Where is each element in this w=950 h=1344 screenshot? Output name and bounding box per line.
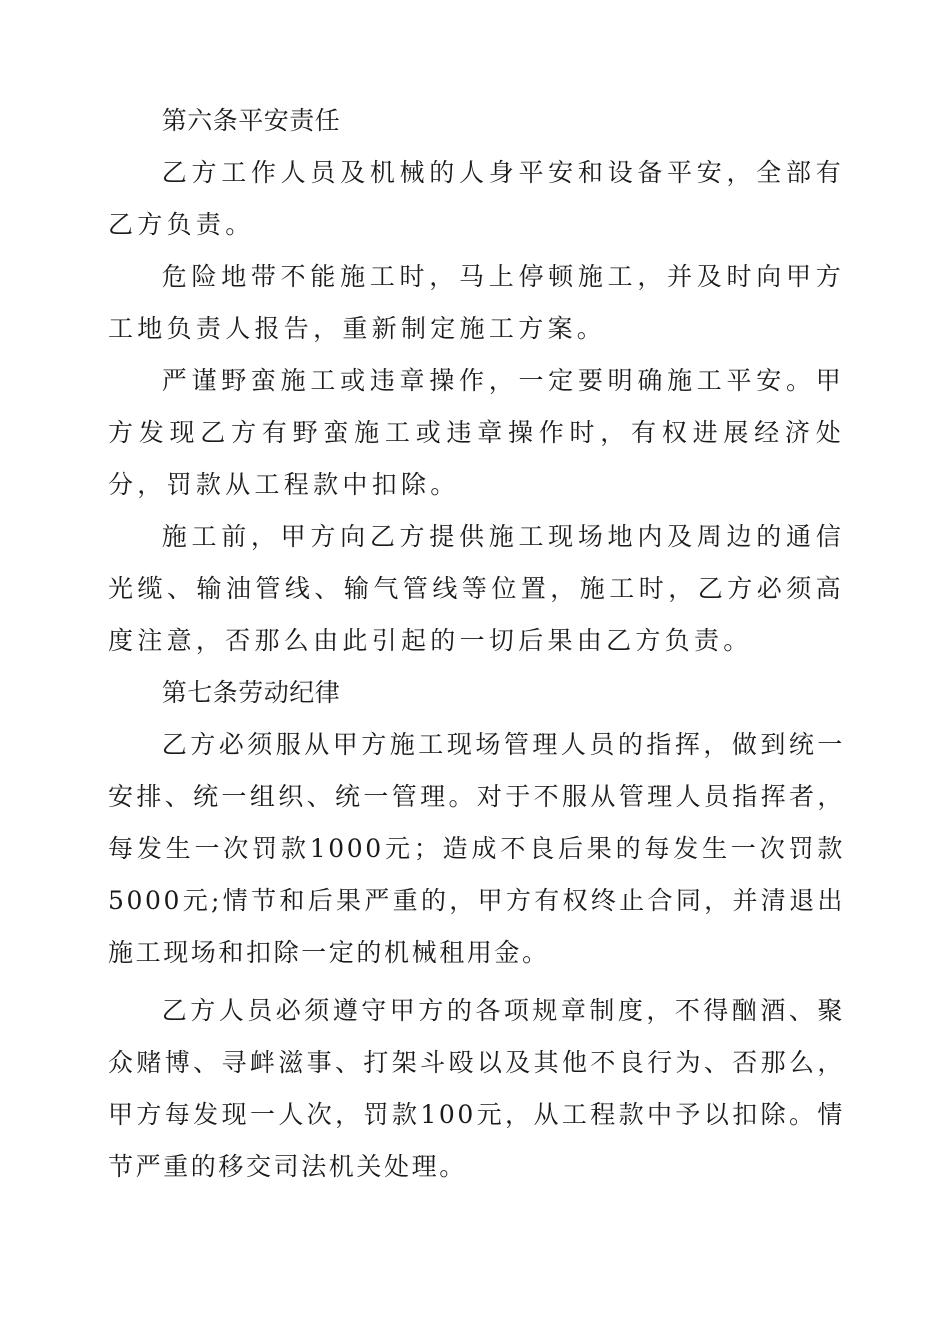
document-body bbox=[108, 95, 845, 1193]
paragraph-safety-responsibility: 乙方工作人员及机械的人身平安和设备平安，全部有乙方负责。 bbox=[108, 158, 845, 239]
paragraph-pipeline-positions: 施工前，甲方向乙方提供施工现场地内及周边的通信光缆、输油管线、输气管线等位置，施工时，乙方必须高度注意，否那么由此引起的一切后果由乙方负责。 bbox=[108, 522, 845, 655]
paragraph-rules-compliance: 乙方人员必须遵守甲方的各项规章制度，不得酗酒、聚众赌博、寻衅滋事、打架斗殴以及其他不良行为、否那么，甲方每发现一人次，罚款100元，从工程款中予以扣除。情节严重的移交司法机关处理。 bbox=[108, 996, 845, 1181]
paragraph-danger-zone: 危险地带不能施工时，马上停顿施工，并及时向甲方工地负责人报告，重新制定施工方案。 bbox=[108, 262, 845, 343]
section-heading-6: 第六条平安责任 bbox=[161, 106, 341, 135]
paragraph-no-reckless-work: 严谨野蛮施工或违章操作，一定要明确施工平安。甲方发现乙方有野蛮施工或违章操作时，有权进展经济处分，罚款从工程款中扣除。 bbox=[108, 366, 845, 499]
section-heading-7: 第七条劳动纪律 bbox=[161, 678, 341, 707]
paragraph-obey-management: 乙方必须服从甲方施工现场管理人员的指挥，做到统一安排、统一组织、统一管理。对于不服从管理人员指挥者，每发生一次罚款1000元；造成不良后果的每发生一次罚款5000元;情节和后果严重的，甲方有权终止合同，并清退出施工现场和扣除一定的机械租用金。 bbox=[108, 730, 845, 967]
